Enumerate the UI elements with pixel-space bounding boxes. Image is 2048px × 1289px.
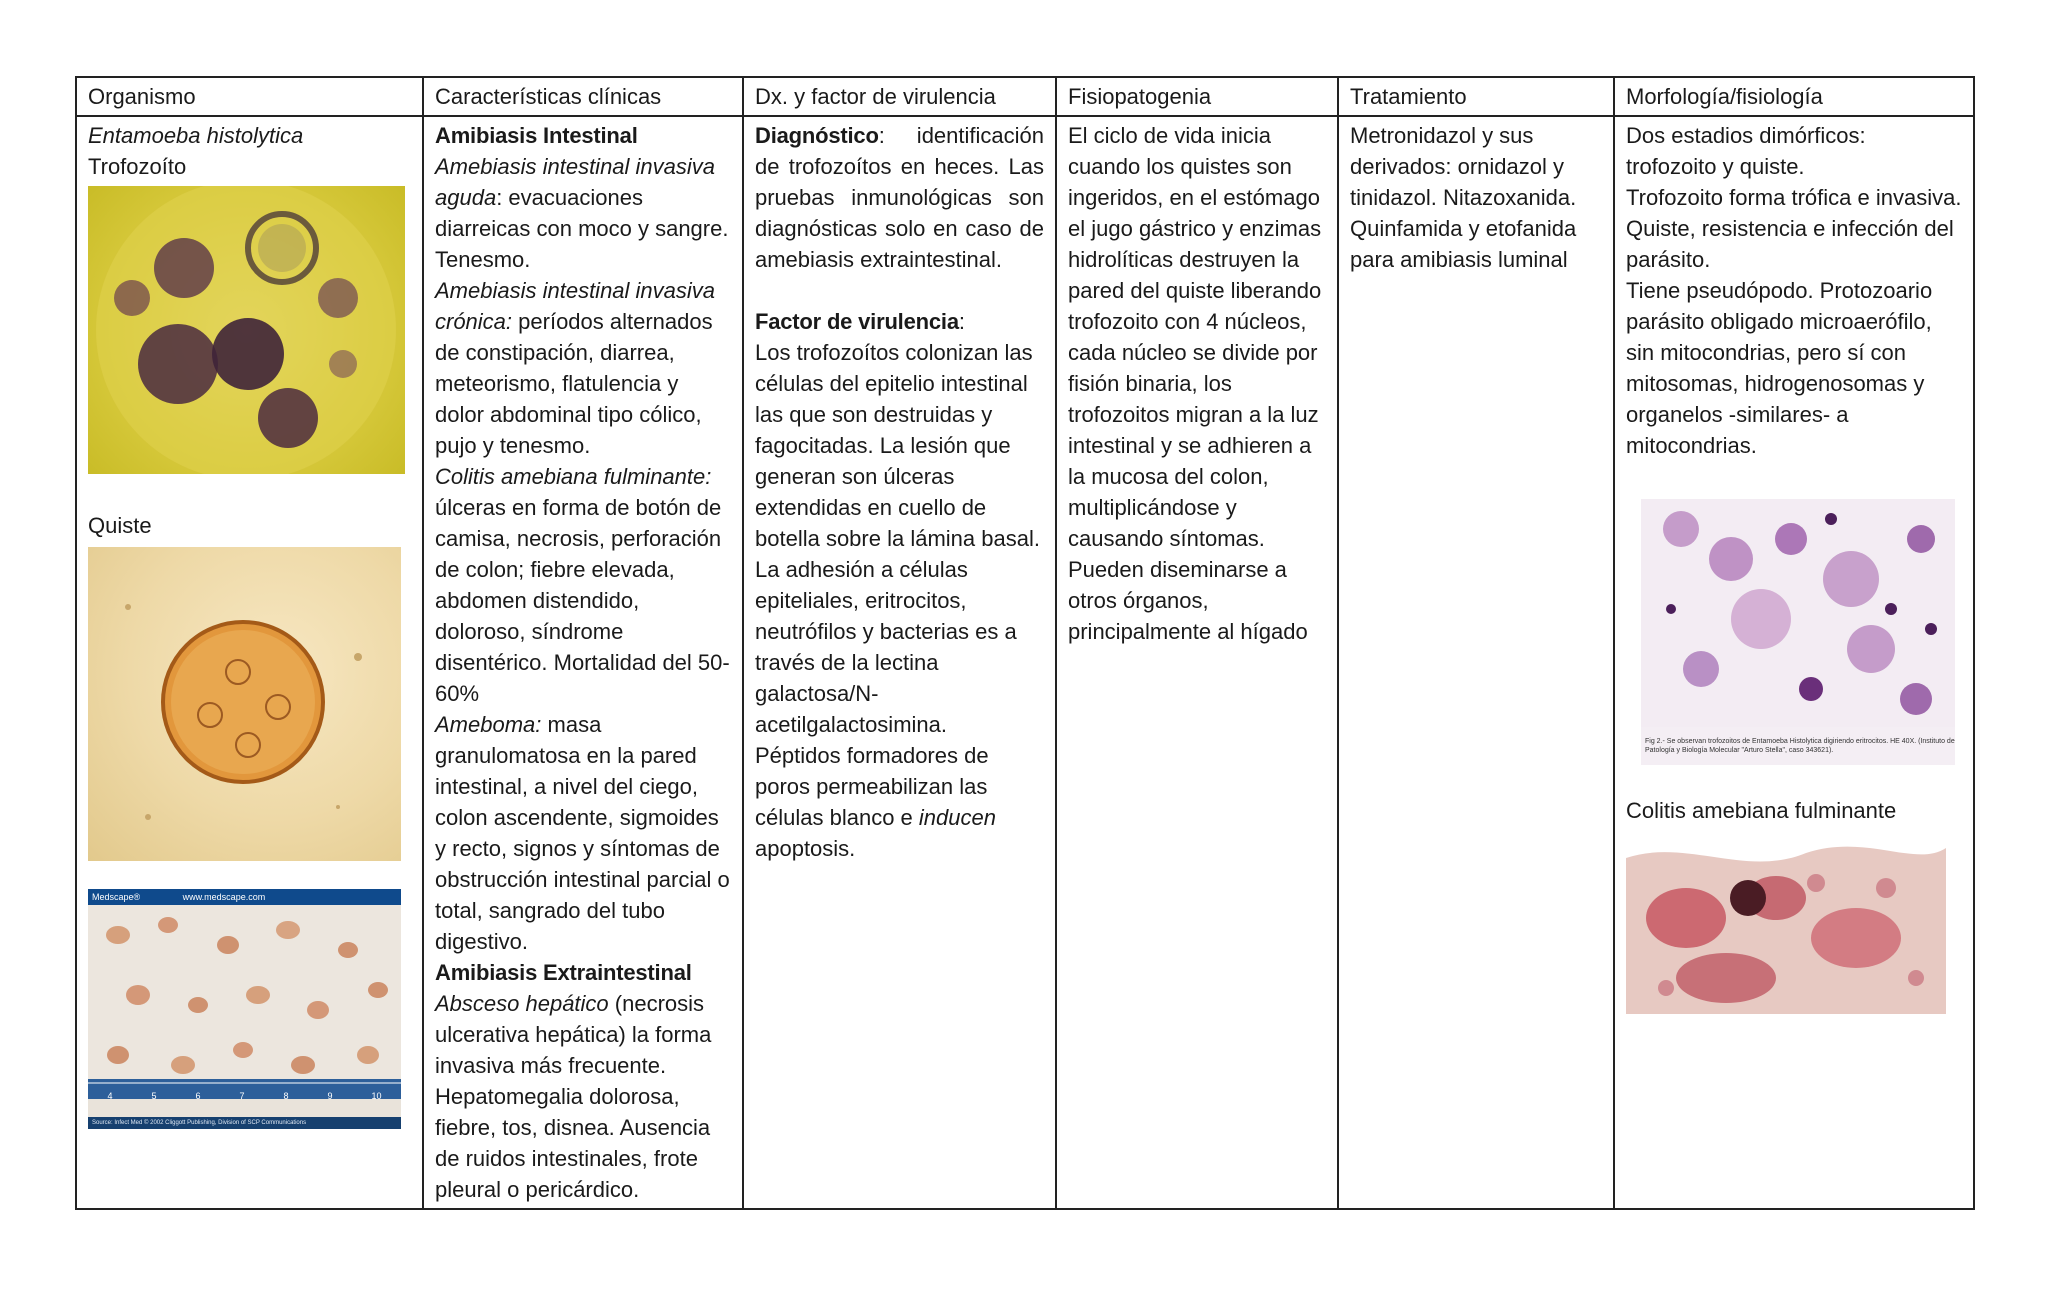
organism-table bbox=[75, 76, 1975, 1210]
trofozoito-label: Trofozoíto bbox=[88, 154, 187, 179]
header-tratamiento: Tratamiento bbox=[1338, 77, 1614, 116]
tratamiento-text: Metronidazol y sus derivados: ornidazol y tinidazol. Nitazoxanida. Quinfamida y etofanida para amibiasis luminal bbox=[1350, 123, 1577, 272]
cell-fisiopatogenia bbox=[1056, 116, 1338, 1209]
fulminant-colitis-micrograph bbox=[1626, 828, 1946, 1014]
extraintestinal-heading: Amibiasis Extraintestinal bbox=[435, 960, 692, 985]
factor-heading: Factor de virulencia: bbox=[755, 309, 965, 334]
figure-caption: Fig 2.- Se observan trofozoitos de Entamoeba Histolytica digiriendo eritrocitos. HE 40X. (Instituto de Patología y Biología Molecular "Arturo Stella", caso 343621). bbox=[1645, 738, 1955, 754]
medscape-url: www.medscape.com bbox=[182, 892, 266, 902]
header-organismo: Organismo bbox=[76, 77, 423, 116]
aguda-paragraph: Amebiasis intestinal invasiva aguda: evacuaciones diarreicas con moco y sangre. Tenesmo. bbox=[435, 154, 729, 272]
quiste-label: Quiste bbox=[88, 513, 152, 538]
diagnostico-paragraph: Diagnóstico: identificación de trofozoítos en heces. Las pruebas inmunológicas son diagnósticas solo en caso de amebiasis extraintestinal. bbox=[755, 123, 1044, 272]
peptidos-paragraph: Péptidos formadores de poros permeabilizan las células blanco e inducen apoptosis. bbox=[755, 743, 996, 861]
cronica-paragraph: Amebiasis intestinal invasiva crónica: períodos alternados de constipación, diarrea, meteorismo, flatulencia y dolor abdominal tipo cólico, pujo y tenesmo. bbox=[435, 278, 716, 458]
cell-dx bbox=[743, 116, 1056, 1209]
morfo-text-4: Tiene pseudópodo. Protozoario parásito obligado microaerófilo, sin mitocondrias, pero sí con mitosomas, hidrogenosomas y organelos -similares- a mitocondrias. bbox=[1626, 278, 1933, 458]
cyst-micrograph bbox=[88, 547, 401, 861]
morfo-text-3: Quiste, resistencia e infección del parásito. bbox=[1626, 216, 1954, 272]
header-caracteristicas: Características clínicas bbox=[423, 77, 743, 116]
ruler-scale: 4 5 6 7 8 9 10 bbox=[107, 1091, 382, 1101]
histology-micrograph bbox=[1641, 499, 1955, 765]
header-fisiopatogenia: Fisiopatogenia bbox=[1056, 77, 1338, 116]
trophozoite-micrograph bbox=[88, 186, 405, 474]
colon-ulcers-photo bbox=[88, 889, 401, 1129]
adhesion-paragraph: La adhesión a células epiteliales, eritrocitos, neutrófilos y bacterias es a través de la lectina galactosa/N-acetilgalactosimina. bbox=[755, 557, 1017, 737]
ameboma-paragraph: Ameboma: masa granulomatosa en la pared intestinal, a nivel del ciego, colon ascendente, sigmoides y recto, signos y síntomas de obstrucción intestinal parcial o total, sangrado del tubo digestivo. bbox=[435, 712, 730, 954]
cell-morfologia bbox=[1614, 116, 1974, 1209]
medscape-logo: Medscape® bbox=[92, 892, 141, 902]
cell-caracteristicas bbox=[423, 116, 743, 1209]
medscape-source: Source: Infect Med © 2002 Cliggott Publishing, Division of SCP Communications bbox=[88, 1117, 401, 1129]
table-row bbox=[76, 116, 1974, 1209]
factor-paragraph: Los trofozoítos colonizan las células del epitelio intestinal las que son destruidas y fagocitadas. La lesión que generan son úlceras extendidas en cuello de botella sobre la lámina basal. bbox=[755, 340, 1040, 551]
absceso-paragraph: Absceso hepático (necrosis ulcerativa hepática) la forma invasiva más frecuente. Hepatomegalia dolorosa, fiebre, tos, disnea. Ausencia de ruidos intestinales, frote pleural o pericárdico. bbox=[435, 991, 712, 1202]
morfo-text-1: Dos estadios dimórficos: trofozoito y quiste. bbox=[1626, 123, 1866, 179]
document-page bbox=[75, 76, 1973, 1202]
intestinal-heading: Amibiasis Intestinal bbox=[435, 123, 638, 148]
morfo-text-2: Trofozoito forma trófica e invasiva. bbox=[1626, 185, 1962, 210]
header-dx: Dx. y factor de virulencia bbox=[743, 77, 1056, 116]
header-morfologia: Morfología/fisiología bbox=[1614, 77, 1974, 116]
colitis-paragraph: Colitis amebiana fulminante: úlceras en forma de botón de camisa, necrosis, perforación de colon; fiebre elevada, abdomen distendido, doloroso, síndrome disentérico. Mortalidad del 50-60% bbox=[435, 464, 730, 706]
cell-organismo bbox=[76, 116, 423, 1209]
header-row bbox=[76, 77, 1974, 116]
fisiopatogenia-text: El ciclo de vida inicia cuando los quistes son ingeridos, en el estómago el jugo gástrico y enzimas hidrolíticas destruyen la pared del quiste liberando trofozoito con 4 núcleos, cada núcleo se divide por fisión binaria, los trofozoitos migran a la luz intestinal y se adhieren a la mucosa del colon, multiplicándose y causando síntomas. Pueden diseminarse a otros órganos, principalmente al hígado bbox=[1068, 123, 1322, 644]
colitis-label: Colitis amebiana fulminante bbox=[1626, 798, 1897, 823]
cell-tratamiento bbox=[1338, 116, 1614, 1209]
organism-name: Entamoeba histolytica bbox=[88, 123, 304, 148]
